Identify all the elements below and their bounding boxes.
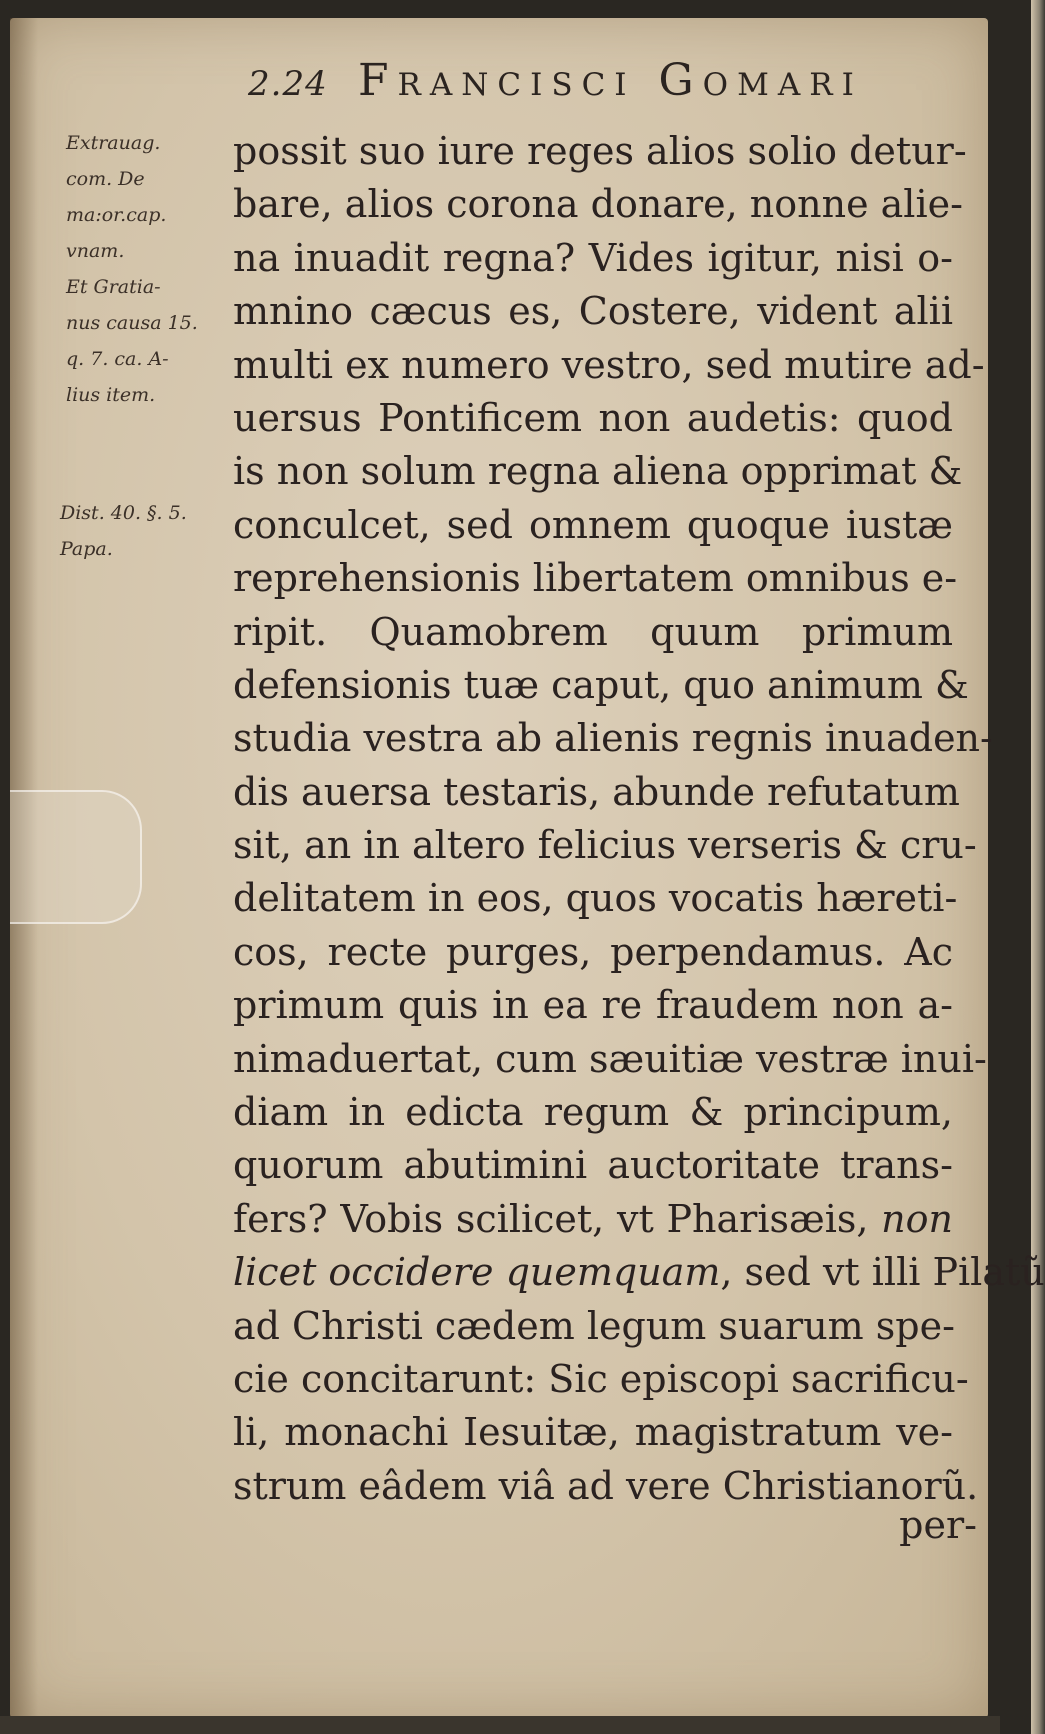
text-line: studia vestra ab alienis regnis inuaden- bbox=[233, 716, 993, 761]
marginal-note-line: Et Gratia- bbox=[66, 276, 161, 298]
marginal-note-line: lius item. bbox=[66, 384, 156, 406]
italic-quote: licet occidere quemquam bbox=[233, 1250, 721, 1295]
text-line: dis auersa testaris, abunde refutatum bbox=[233, 769, 960, 814]
body-text bbox=[233, 125, 1045, 1513]
marginal-note-line: Extrauag. bbox=[66, 132, 161, 154]
text-line: conculcet, sed omnem quoque iustæ bbox=[233, 502, 953, 547]
text-line: diam in edicta regum & principum, bbox=[233, 1090, 953, 1135]
text-line: fers? Vobis scilicet, vt Pharisæis, non bbox=[233, 1196, 953, 1241]
text-line: bare, alios corona donare, nonne alie- bbox=[233, 182, 963, 227]
page-edge bbox=[1031, 0, 1045, 1734]
page-tab-mark bbox=[10, 790, 142, 924]
page-number: 2.24 bbox=[248, 64, 328, 104]
catchword: per- bbox=[899, 1503, 977, 1547]
marginal-note-line: nus causa 15. bbox=[66, 312, 198, 334]
marginal-note-line: q. 7. ca. A- bbox=[66, 348, 169, 370]
marginal-note-line: vnam. bbox=[66, 240, 125, 262]
text-line: ripit. Quamobrem quum primum bbox=[233, 609, 953, 654]
running-title: Francisci Gomari bbox=[358, 55, 863, 106]
text-line: is non solum regna aliena opprimat & bbox=[233, 449, 963, 494]
marginal-note-line: ma:or.cap. bbox=[66, 204, 167, 226]
marginal-note-line: Papa. bbox=[60, 538, 113, 560]
text-line: delitatem in eos, quos vocatis hæreti- bbox=[233, 876, 958, 921]
italic-quote: non bbox=[881, 1196, 953, 1241]
text-line: sit, an in altero felicius verseris & cru- bbox=[233, 823, 977, 868]
text-line: licet occidere quemquam, sed vt illi Pilatũ bbox=[233, 1250, 1045, 1295]
text-line: cos, recte purges, perpendamus. Ac bbox=[233, 929, 953, 974]
text-line: nimaduertat, cum sæuitiæ vestræ inui- bbox=[233, 1036, 987, 1081]
text-line: ad Christi cædem legum suarum spe- bbox=[233, 1303, 955, 1348]
marginal-note bbox=[66, 125, 198, 413]
text-line: mnino cæcus es, Costere, vident alii bbox=[233, 289, 953, 334]
marginal-note-line: Dist. 40. §. 5. bbox=[60, 502, 187, 524]
marginal-note-line: com. De bbox=[66, 168, 145, 190]
text-line: quorum abutimini auctoritate trans- bbox=[233, 1143, 953, 1188]
text-line: na inuadit regna? Vides igitur, nisi o- bbox=[233, 235, 953, 280]
page-bottom-edge bbox=[0, 1716, 1000, 1734]
text-line: uersus Pontificem non audetis: quod bbox=[233, 395, 953, 440]
text-line: primum quis in ea re fraudem non a- bbox=[233, 983, 953, 1028]
text-line: reprehensionis libertatem omnibus e- bbox=[233, 556, 958, 601]
text-line: li, monachi Iesuitæ, magistratum ve- bbox=[233, 1410, 953, 1455]
text-line: possit suo iure reges alios solio detur- bbox=[233, 129, 967, 173]
marginal-note bbox=[60, 495, 187, 567]
text-line: multi ex numero vestro, sed mutire ad- bbox=[233, 342, 985, 387]
text-line: defensionis tuæ caput, quo animum & bbox=[233, 662, 969, 707]
running-header bbox=[248, 55, 908, 115]
text-line: cie concitarunt: Sic episcopi sacrificu- bbox=[233, 1356, 969, 1401]
text-line: strum eâdem viâ ad vere Christianorũ. bbox=[233, 1463, 979, 1508]
